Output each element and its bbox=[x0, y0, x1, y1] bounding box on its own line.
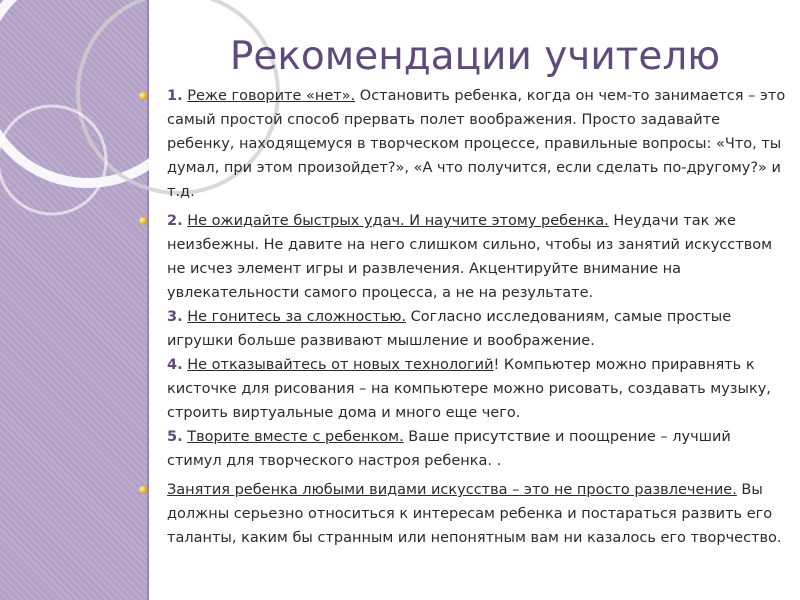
item-number: 3. bbox=[167, 309, 183, 325]
item-number: 1. bbox=[167, 88, 183, 104]
recommendation-item-1 bbox=[137, 84, 787, 204]
recommendation-text: ! Компьютер можно приравнять к кисточке для рисования – на компьютере можно рисовать, создавать музыку, строить виртуальные дома и много еще чего. bbox=[167, 357, 771, 421]
recommendation-part-4 bbox=[167, 353, 787, 425]
recommendation-heading[interactable]: Занятия ребенка любыми видами искусства – это не просто развлечение. bbox=[167, 482, 737, 498]
recommendations-list bbox=[137, 84, 787, 555]
recommendation-part-3 bbox=[167, 305, 787, 353]
bullet-icon bbox=[139, 92, 147, 100]
recommendation-heading[interactable]: Творите вместе с ребенком. bbox=[187, 429, 404, 445]
recommendation-text: Согласно исследованиям, самые простые игрушки больше развивают мышление и воображение. bbox=[167, 309, 732, 349]
recommendation-part-2 bbox=[167, 209, 787, 305]
recommendation-heading[interactable]: Не отказывайтесь от новых технологий bbox=[187, 357, 494, 373]
recommendation-text: Остановить ребенка, когда он чем-то занимается – это самый простой способ прервать полет воображения. Просто задавайте ребенку, находящемуся в творческом процессе, правильные вопросы: «Что, ты думал, при этом произойдет?», «А что получится, если сделать по-другому?» и т.д. bbox=[167, 88, 786, 200]
recommendation-item-2 bbox=[137, 209, 787, 473]
recommendation-heading[interactable]: Не ожидайте быстрых удач. И научите этому ребенка. bbox=[187, 213, 609, 229]
recommendation-text: Вы должны серьезно относиться к интересам ребенка и постараться развить его таланты, каким бы странным или непонятным вам ни казалось его творчество. bbox=[167, 482, 782, 546]
recommendation-part-5 bbox=[167, 425, 787, 473]
recommendation-text: Ваше присутствие и поощрение – лучший стимул для творческого настроя ребенка. . bbox=[167, 429, 731, 469]
recommendation-heading[interactable]: Реже говорите «нет». bbox=[187, 88, 356, 104]
recommendation-text: Неудачи так же неизбежны. Не давите на него слишком сильно, чтобы из занятий искусством не исчез элемент игры и развлечения. Акцентируйте внимание на увлекательности самого процесса, а не на результате. bbox=[167, 213, 773, 301]
recommendation-item-3 bbox=[137, 478, 787, 550]
item-number: 2. bbox=[167, 213, 183, 229]
bullet-icon bbox=[139, 217, 147, 225]
recommendation-heading[interactable]: Не гонитесь за сложностью. bbox=[187, 309, 407, 325]
slide-title: Рекомендации учителю bbox=[229, 34, 721, 79]
bullet-icon bbox=[139, 486, 147, 494]
item-number: 4. bbox=[167, 357, 183, 373]
item-number: 5. bbox=[167, 429, 183, 445]
